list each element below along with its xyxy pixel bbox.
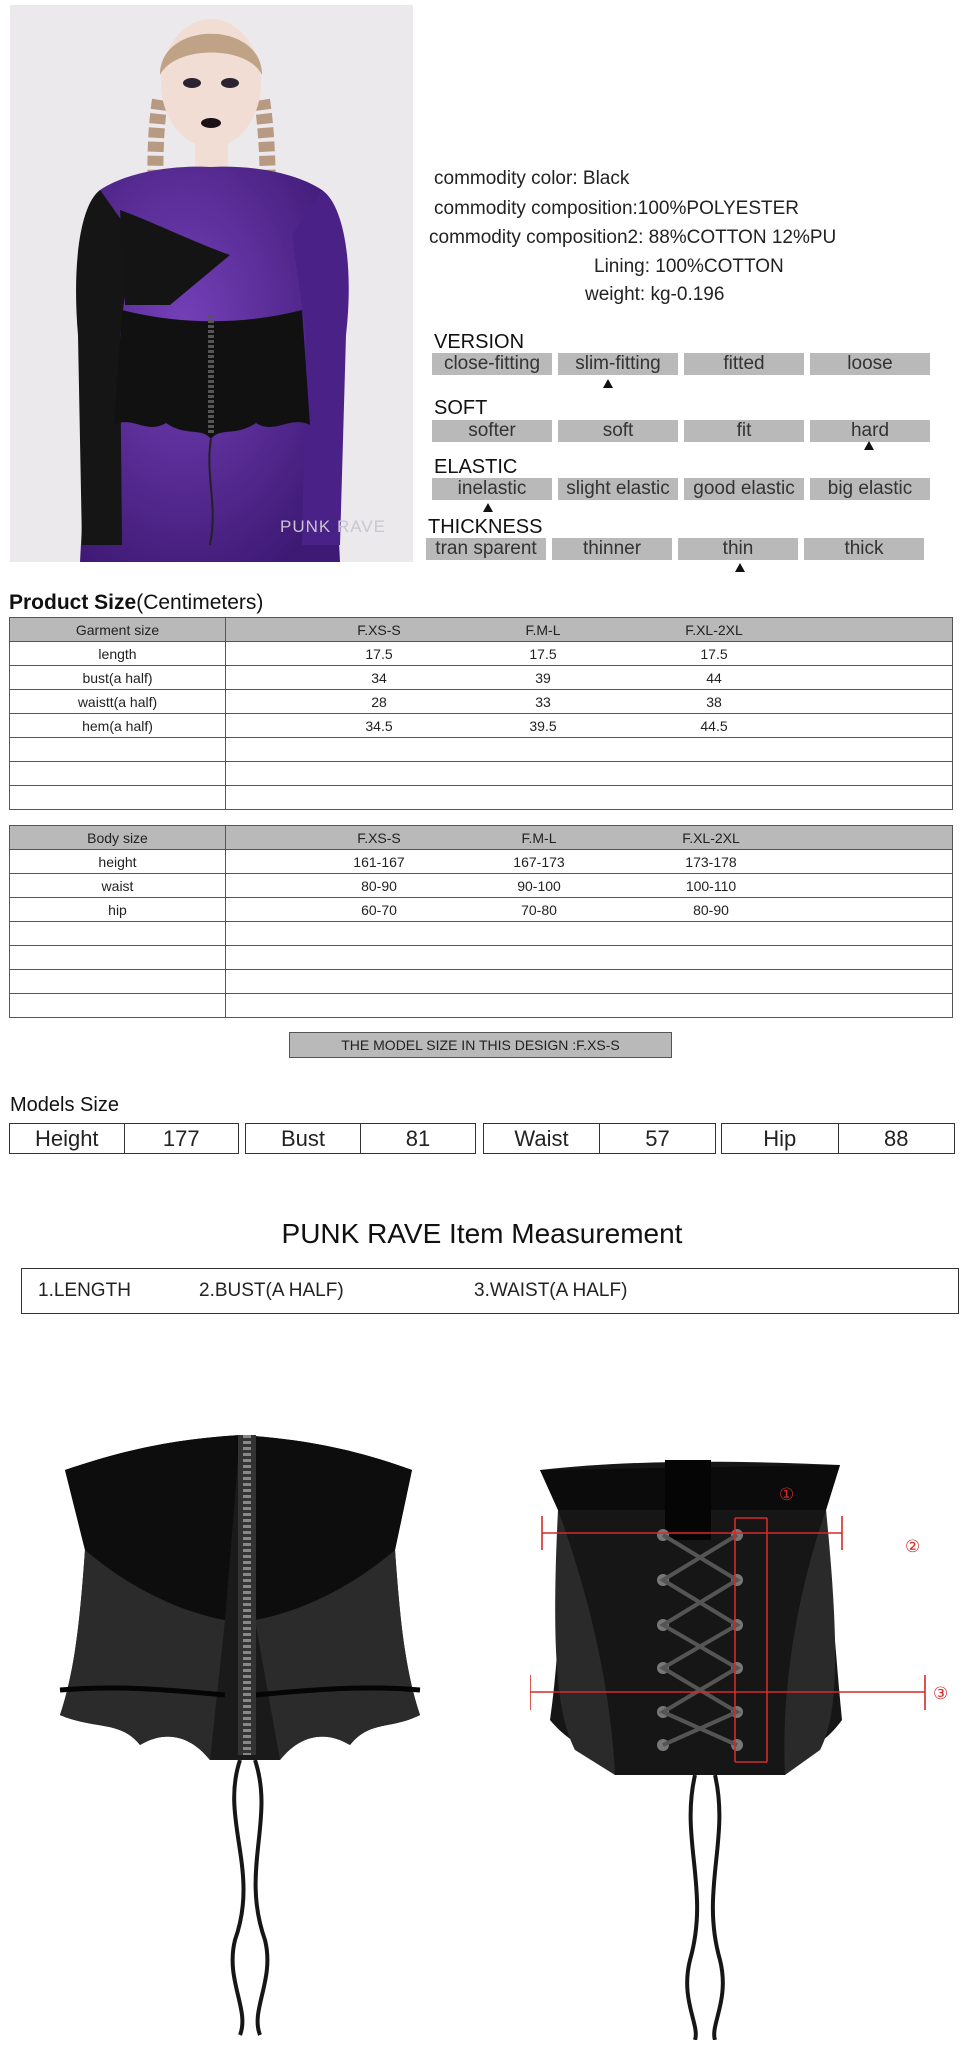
size-header: F.XS-S bbox=[357, 829, 401, 846]
cell-value: 17.5 bbox=[365, 645, 393, 662]
size-header: F.M-L bbox=[521, 829, 557, 846]
model-stat-value: 81 bbox=[360, 1124, 475, 1153]
measurement-title: PUNK RAVE Item Measurement bbox=[281, 1218, 683, 1249]
cell-value: 80-90 bbox=[693, 901, 729, 918]
garment-size-table bbox=[9, 617, 953, 810]
model-illustration bbox=[10, 5, 413, 562]
size-header: F.XS-S bbox=[357, 621, 401, 638]
table-header-row bbox=[10, 618, 953, 642]
row-label: hip bbox=[10, 898, 226, 922]
model-stat-label: Height bbox=[34, 1126, 99, 1151]
spec-composition-key: commodity composition: bbox=[434, 198, 638, 219]
thickness-selected-marker bbox=[735, 563, 745, 572]
model-stat-label: Hip bbox=[763, 1126, 797, 1151]
size-header: F.M-L bbox=[525, 621, 561, 638]
empty-row bbox=[10, 970, 953, 994]
elastic-option: slight elastic bbox=[558, 478, 678, 500]
spec-composition2-key: commodity composition2: bbox=[429, 227, 644, 248]
version-option: slim-fitting bbox=[558, 353, 678, 375]
measurement-item: 3.WAIST(A HALF) bbox=[474, 1280, 628, 1301]
model-stat-value: 177 bbox=[124, 1124, 239, 1153]
row-label: length bbox=[10, 642, 226, 666]
version-scale bbox=[432, 353, 930, 375]
empty-row bbox=[10, 762, 953, 786]
cell-value: 34 bbox=[371, 669, 387, 686]
soft-option: soft bbox=[558, 420, 678, 442]
elastic-selected-marker bbox=[483, 503, 493, 512]
soft-option: hard bbox=[810, 420, 930, 442]
row-label: height bbox=[10, 850, 226, 874]
thickness-scale bbox=[426, 538, 924, 560]
product-size-unit: (Centimeters) bbox=[136, 591, 264, 614]
cell-value: 173-178 bbox=[685, 853, 737, 870]
empty-row bbox=[10, 786, 953, 810]
cell-value: 167-173 bbox=[513, 853, 565, 870]
measurement-item: 1.LENGTH bbox=[38, 1280, 131, 1301]
elastic-option: good elastic bbox=[684, 478, 804, 500]
model-bust-box bbox=[245, 1123, 476, 1154]
corset-front-image bbox=[50, 1420, 440, 2040]
spec-composition2-value: 88%COTTON 12%PU bbox=[648, 227, 837, 248]
soft-scale bbox=[432, 420, 930, 442]
row-label: waistt(a half) bbox=[10, 690, 226, 714]
cell-value: 28 bbox=[371, 693, 387, 710]
table-row bbox=[10, 714, 953, 738]
cell-value: 17.5 bbox=[529, 645, 557, 662]
table-row bbox=[10, 850, 953, 874]
cell-value: 70-80 bbox=[521, 901, 557, 918]
model-photo bbox=[10, 5, 413, 562]
elastic-title: ELASTIC bbox=[434, 456, 518, 478]
model-stat-value: 57 bbox=[599, 1124, 715, 1153]
photo-watermark: PUNK RAVE bbox=[280, 517, 386, 536]
model-stat-label: Bust bbox=[280, 1126, 326, 1151]
cell-value: 60-70 bbox=[361, 901, 397, 918]
thickness-option: thick bbox=[804, 538, 924, 560]
measure-marker-2: ② bbox=[905, 1537, 921, 1557]
thickness-option: thin bbox=[678, 538, 798, 560]
cell-value: 39.5 bbox=[529, 717, 557, 734]
cell-value: 44.5 bbox=[700, 717, 728, 734]
thickness-option: thinner bbox=[552, 538, 672, 560]
spec-weight bbox=[585, 284, 724, 306]
measure-marker-1: ① bbox=[779, 1485, 795, 1505]
soft-option: fit bbox=[684, 420, 804, 442]
model-waist-box bbox=[483, 1123, 716, 1154]
version-option: fitted bbox=[684, 353, 804, 375]
body-size-header: Body size bbox=[10, 826, 226, 850]
garment-size-header: Garment size bbox=[10, 618, 226, 642]
row-label: bust(a half) bbox=[10, 666, 226, 690]
empty-row bbox=[10, 738, 953, 762]
models-size-title: Models Size bbox=[10, 1094, 119, 1116]
elastic-option: big elastic bbox=[810, 478, 930, 500]
table-row bbox=[10, 690, 953, 714]
table-row bbox=[10, 642, 953, 666]
version-selected-marker bbox=[603, 379, 613, 388]
measurement-legend bbox=[21, 1268, 959, 1314]
cell-value: 100-110 bbox=[685, 877, 737, 894]
spec-lining-key: Lining: bbox=[594, 256, 650, 277]
version-title: VERSION bbox=[434, 331, 525, 353]
model-height-box bbox=[9, 1123, 239, 1154]
spec-lining-value: 100%COTTON bbox=[655, 256, 784, 277]
soft-selected-marker bbox=[864, 441, 874, 450]
corset-back-image bbox=[530, 1420, 964, 2040]
spec-color-key: commodity color: bbox=[434, 168, 578, 189]
empty-row bbox=[10, 946, 953, 970]
table-row bbox=[10, 898, 953, 922]
size-header: F.XL-2XL bbox=[682, 829, 740, 846]
spec-color bbox=[434, 168, 629, 190]
model-stat-value: 88 bbox=[838, 1124, 955, 1153]
cell-value: 90-100 bbox=[517, 877, 561, 894]
model-size-note: THE MODEL SIZE IN THIS DESIGN :F.XS-S bbox=[289, 1032, 672, 1058]
model-hip-box bbox=[721, 1123, 955, 1154]
version-option: close-fitting bbox=[432, 353, 552, 375]
cell-value: 33 bbox=[535, 693, 551, 710]
spec-composition-value: 100%POLYESTER bbox=[637, 198, 800, 219]
soft-option: softer bbox=[432, 420, 552, 442]
spec-color-value: Black bbox=[582, 168, 630, 189]
spec-weight-value: kg-0.196 bbox=[650, 284, 725, 305]
row-label: hem(a half) bbox=[10, 714, 226, 738]
elastic-scale bbox=[432, 478, 930, 500]
elastic-option: inelastic bbox=[432, 478, 552, 500]
measure-marker-3: ③ bbox=[933, 1684, 949, 1704]
soft-title: SOFT bbox=[434, 397, 488, 419]
thickness-option: tran sparent bbox=[426, 538, 546, 560]
cell-value: 34.5 bbox=[365, 717, 393, 734]
row-label: waist bbox=[10, 874, 226, 898]
table-header-row bbox=[10, 826, 953, 850]
model-stat-label: Waist bbox=[514, 1126, 569, 1151]
cell-value: 39 bbox=[535, 669, 551, 686]
spec-composition2 bbox=[429, 227, 836, 249]
table-row bbox=[10, 666, 953, 690]
table-row bbox=[10, 874, 953, 898]
spec-composition bbox=[434, 198, 799, 220]
cell-value: 17.5 bbox=[700, 645, 728, 662]
product-size-heading: Product Size bbox=[9, 591, 137, 614]
thickness-title: THICKNESS bbox=[428, 516, 543, 538]
body-size-table bbox=[9, 825, 953, 1018]
empty-row bbox=[10, 922, 953, 946]
version-option: loose bbox=[810, 353, 930, 375]
cell-value: 161-167 bbox=[353, 853, 405, 870]
cell-value: 44 bbox=[706, 669, 722, 686]
spec-lining bbox=[594, 256, 784, 278]
empty-row bbox=[10, 994, 953, 1018]
spec-weight-key: weight: bbox=[585, 284, 646, 305]
product-size-title bbox=[9, 591, 263, 615]
size-header: F.XL-2XL bbox=[685, 621, 743, 638]
cell-value: 38 bbox=[706, 693, 722, 710]
cell-value: 80-90 bbox=[361, 877, 397, 894]
measurement-item: 2.BUST(A HALF) bbox=[199, 1280, 344, 1301]
